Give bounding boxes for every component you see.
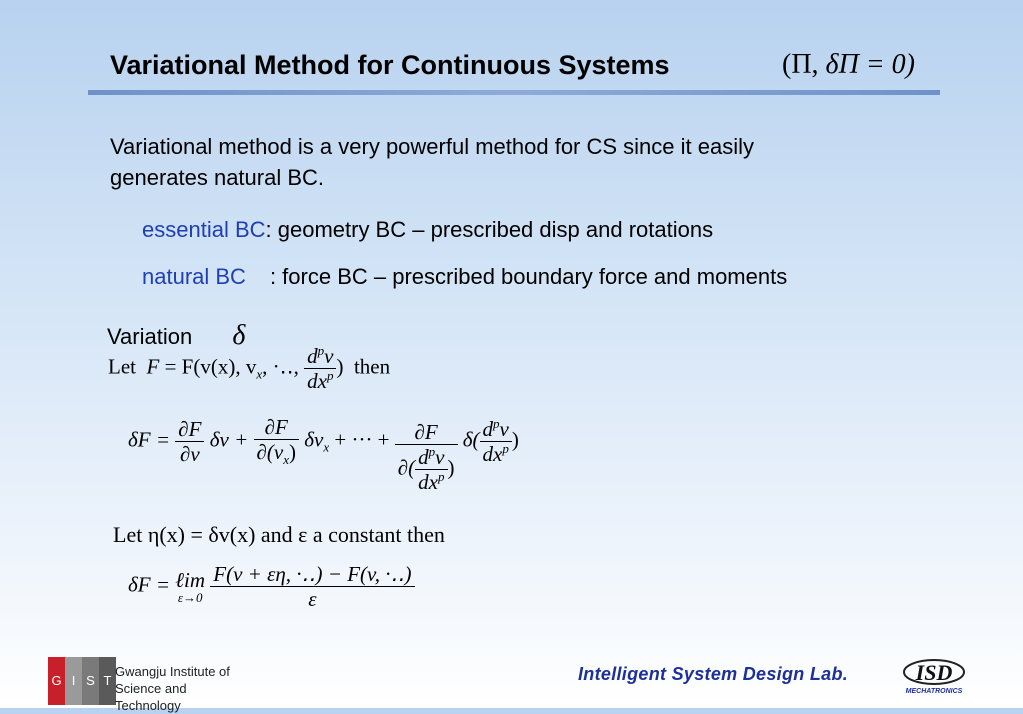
variation-label: Variation δ	[107, 320, 246, 351]
equation-let-eta: Let η(x) = δv(x) and ε a constant then	[113, 522, 445, 547]
natural-bc-line	[142, 264, 787, 290]
gist-letter-g: G	[48, 657, 65, 705]
equation-let-F: Let F = F(v(x), $v_x$, ·‥, $\frac{d^pv}{dx^p}$ ) then	[108, 343, 391, 394]
lab-name: Intelligent System Design Lab.	[578, 664, 849, 684]
essential-bc-desc: : geometry BC – prescribed disp and rotations	[265, 217, 714, 242]
title-formula: (Π, δΠ = 0)	[782, 49, 916, 80]
delta-symbol: δ	[232, 320, 246, 351]
natural-bc-desc: : force BC – prescribed boundary force and moments	[269, 264, 788, 289]
gist-letter-s: S	[82, 657, 99, 705]
svg-text:MECHATRONICS: MECHATRONICS	[905, 688, 963, 695]
essential-bc-line	[142, 217, 713, 243]
gist-name: Gwangju Institute of Science and Technology	[115, 664, 230, 713]
essential-bc-term: essential BC	[142, 217, 266, 242]
gist-letter-t: T	[99, 657, 116, 705]
title-underline	[88, 90, 940, 95]
equation-delta-F: δF = $\frac{\partial F}{\partial v}$ δv + $\frac{\partial F}{\partial(v_x)}$ $\delta v_x$ + ··· + ∂F ∂( $\frac{d^pv}{dx^p}$ ) δ( $\frac{d^pv}{dx^p}$ )	[128, 415, 519, 495]
gist-logo	[48, 657, 239, 713]
isd-logo	[900, 655, 970, 700]
slide-title: Variational Method for Continuous Systems	[110, 50, 670, 80]
natural-bc-term: natural BC	[142, 264, 246, 289]
svg-text:ISD: ISD	[915, 660, 953, 685]
equation-limit: δF = ℓim ε→0 $\frac{F(v + \varepsilon\eta, \cdot‥) - F(v, \cdot‥)}{\varepsilon}$	[128, 562, 415, 611]
intro-paragraph: Variational method is a very powerful method for CS since it easily generates natural BC.	[110, 134, 754, 190]
gist-letter-i: I	[65, 657, 82, 705]
